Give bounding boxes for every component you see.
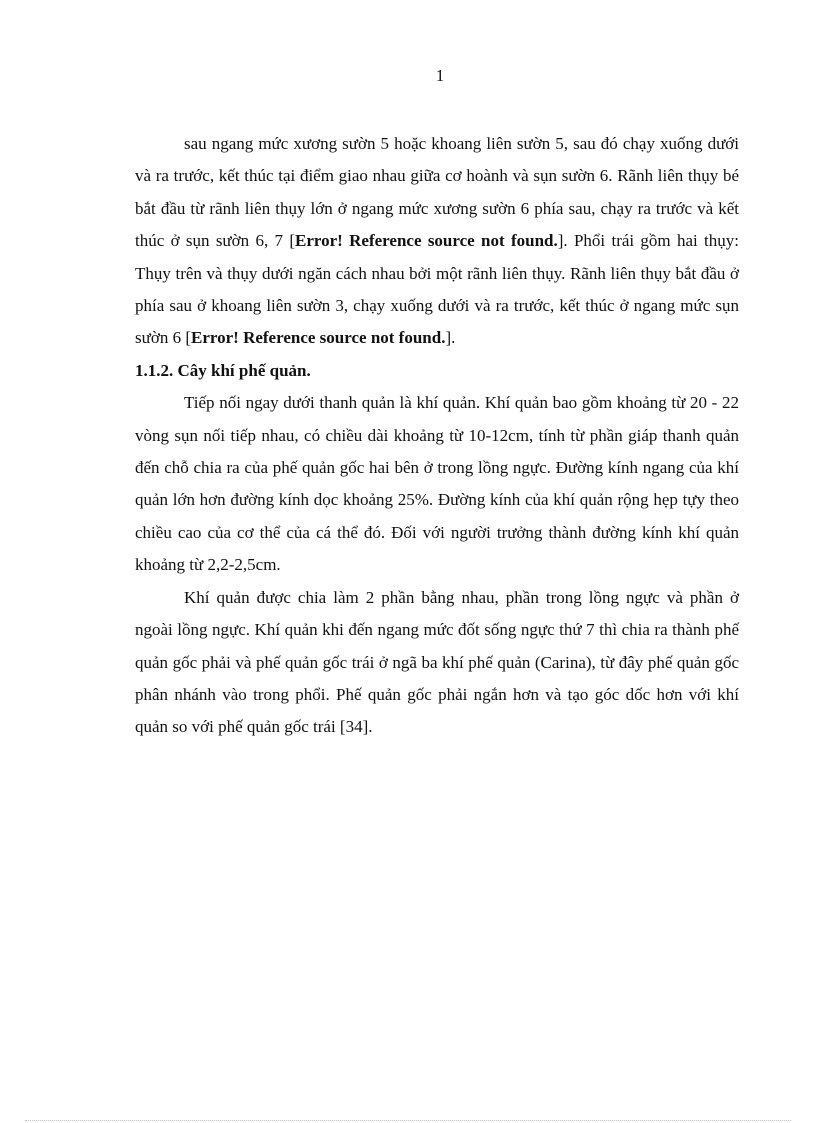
paragraph-text: sau ngang mức xương sườn 5 hoặc khoang liên sườn 5, sau đó chạy xuống dưới và ra trước, kết thúc tại điểm giao nhau giữa cơ hoành và sụn sườn 6. Rãnh liên thụy bé bắt đầu từ rãnh liên thụy lớn ở ngang mức xương sườn 6 phía sau, chạy ra trước và kết thúc ở sụn sườn 6, 7 [ [135, 134, 739, 251]
reference-error: Error! Reference source not found. [190, 328, 446, 348]
paragraph-text: ]. Phổi trái gồm hai thụy: Thụy trên và thụy dưới ngăn cách nhau bởi một rãnh liên thụy. Rãnh liên thụy bắt đầu ở phía sau ở khoang liên sườn 3, chạy xuống dưới và ra trước, kết thúc ở ngang mức sụn sườn 6 [ [135, 231, 740, 348]
reference-error: Error! Reference source not found. [295, 231, 558, 251]
paragraph-lung-fissures [135, 128, 739, 355]
paragraph-trachea: Tiếp nối ngay dưới thanh quản là khí quản. Khí quản bao gồm khoảng từ 20 - 22 vòng sụn nối tiếp nhau, có chiều dài khoảng từ 10-12cm, tính từ phần giáp thanh quản đến chỗ chia ra của phế quản gốc hai bên ở trong lồng ngực. Đường kính ngang của khí quản lớn hơn đường kính dọc khoảng 25%. Đường kính của khí quản rộng hẹp tựy theo chiều cao của cơ thể của cá thể đó. Đối với người trưởng thành đường kính khí quản khoảng từ 2,2-2,5cm. [135, 393, 739, 575]
paragraph-text: ]. [445, 328, 456, 348]
page-number: 1 [435, 66, 445, 85]
page-bottom-divider [25, 1120, 791, 1121]
section-heading: 1.1.2. Cây khí phế quản. [135, 360, 311, 380]
paragraph-bronchi: Khí quản được chia làm 2 phần bằng nhau, phần trong lồng ngực và phần ở ngoài lồng ngực. Khí quản khi đến ngang mức đốt sống ngực thứ 7 thì chia ra thành phế quản gốc phải và phế quản gốc trái ở ngã ba khí phế quản (Carina), từ đây phế quản gốc phân nhánh vào trong phổi. Phế quản gốc phải ngắn hơn và tạo góc dốc hơn với khí quản so với phế quản gốc trái [34]. [135, 587, 739, 737]
document-body [135, 128, 739, 744]
